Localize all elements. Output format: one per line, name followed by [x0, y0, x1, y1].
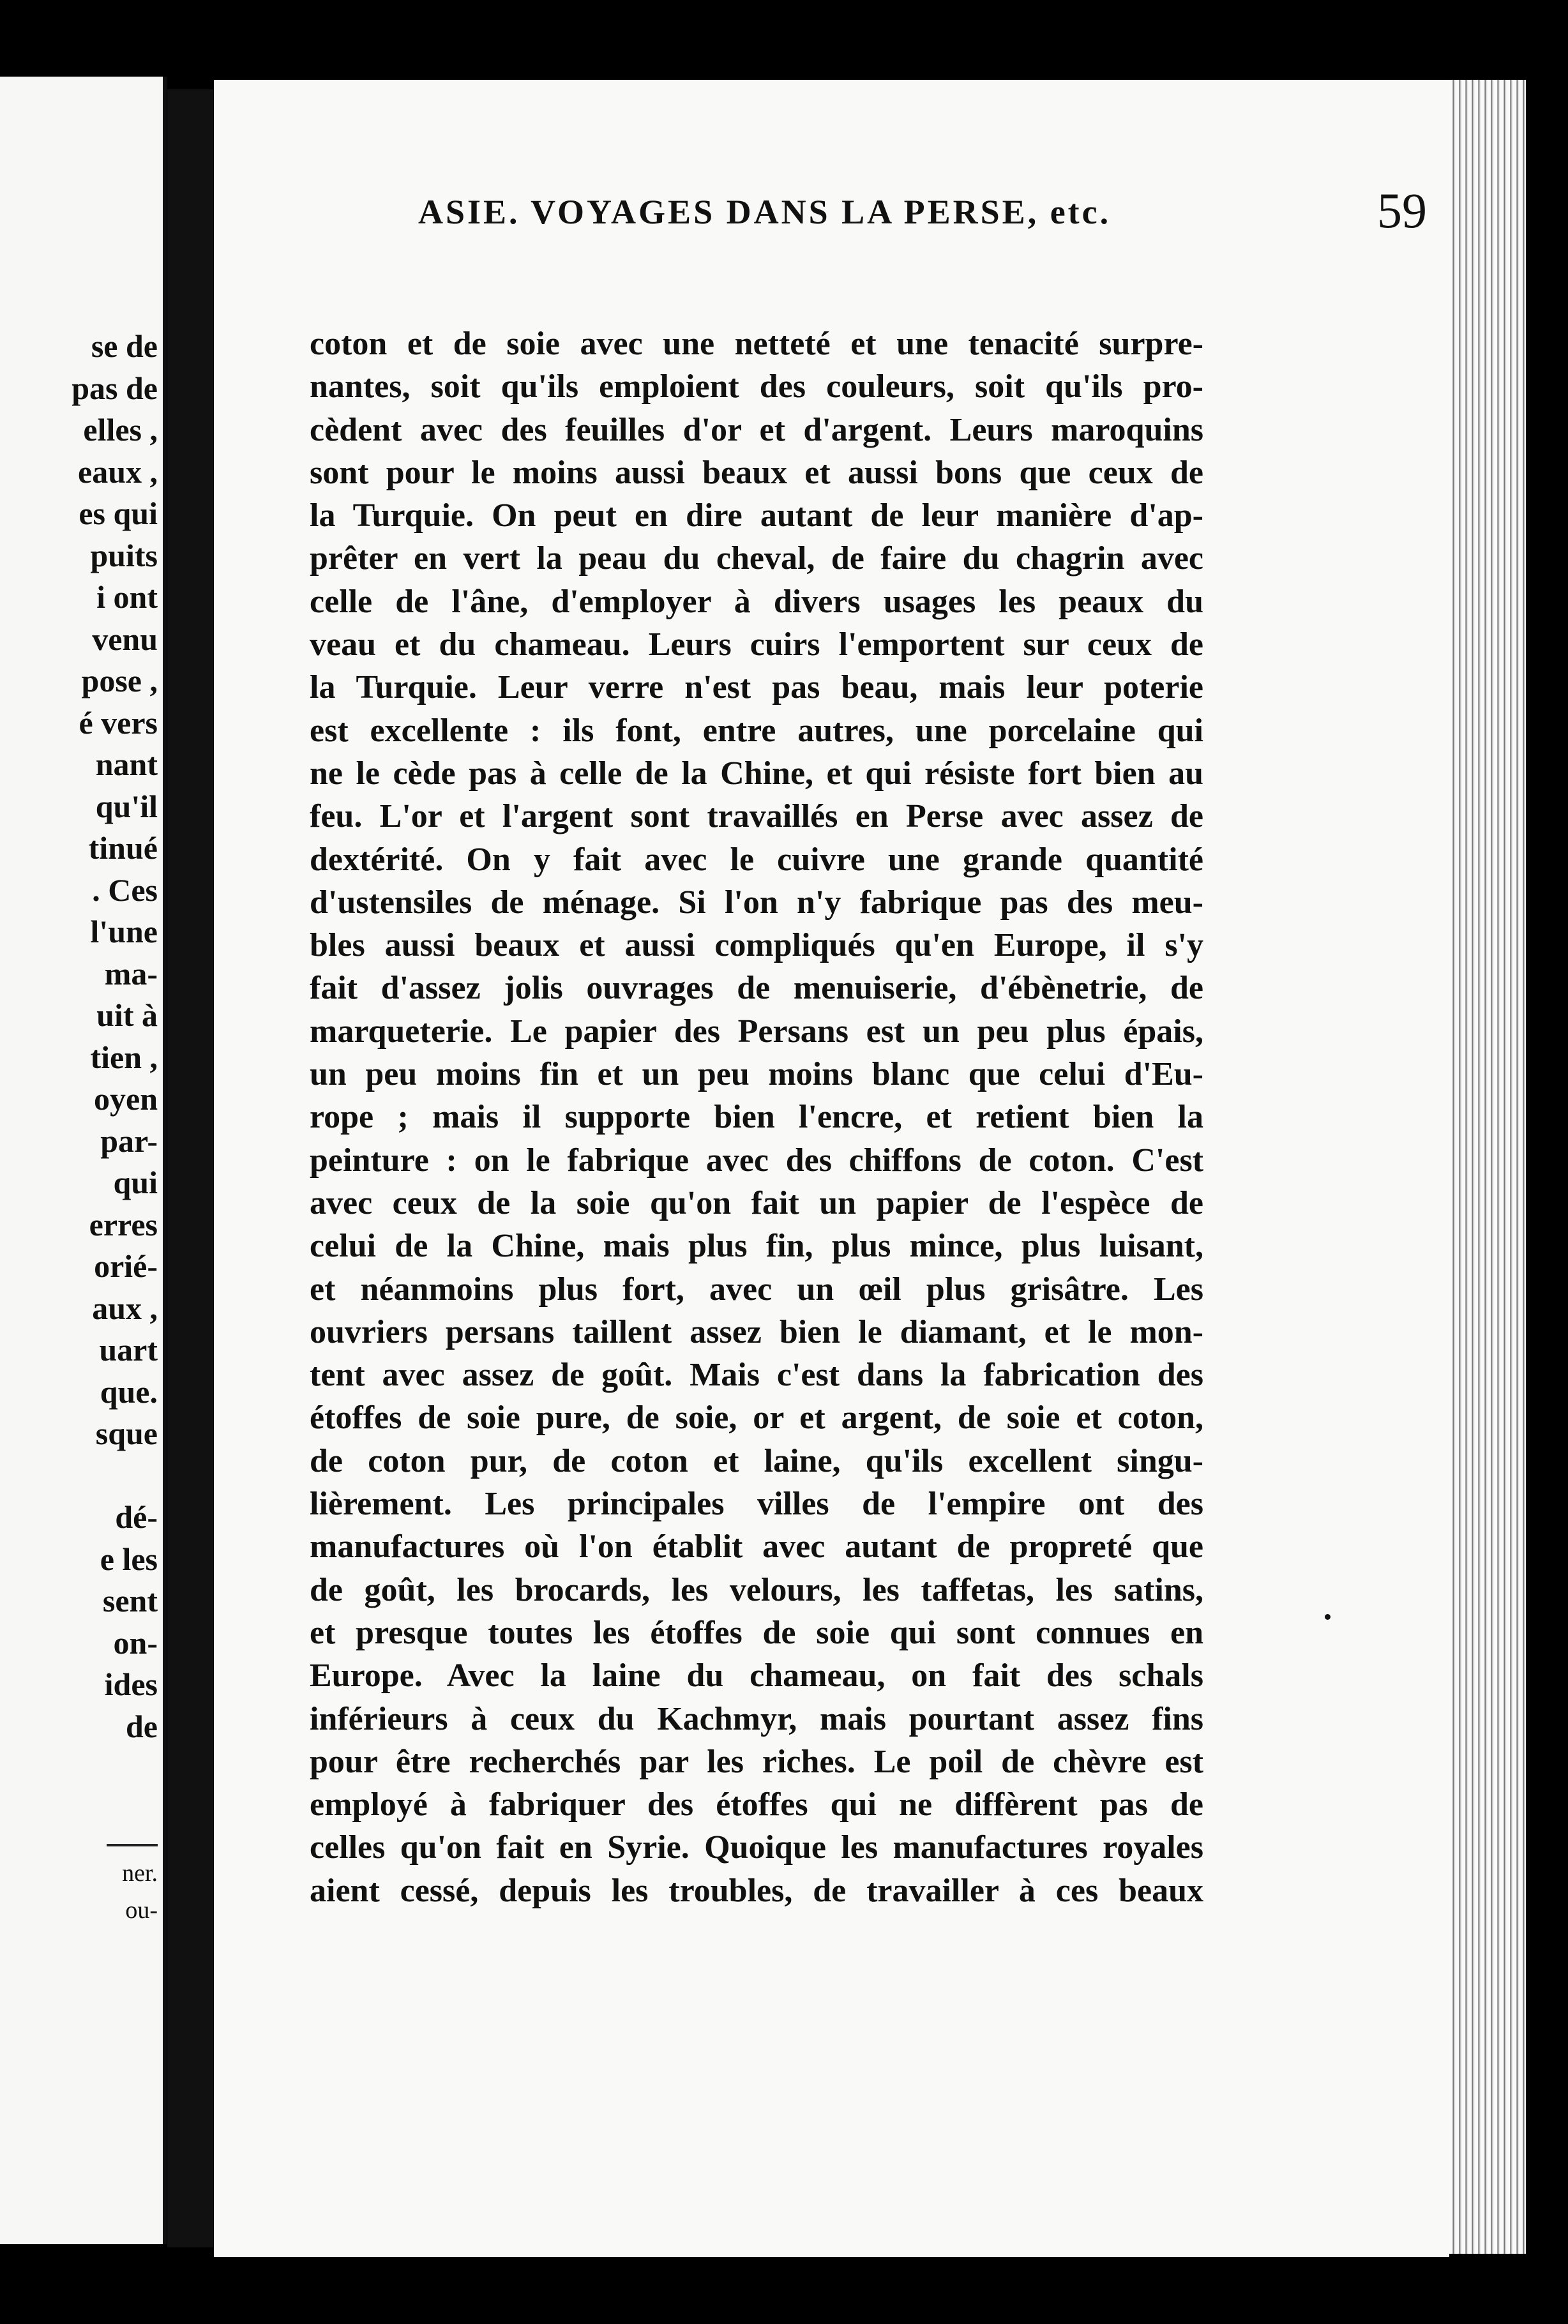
- body-line: et presque toutes les étoffes de soie qui sont connues en: [310, 1614, 1203, 1651]
- body-line: lièrement. Les principales villes de l'empire ont des: [310, 1486, 1203, 1523]
- body-line: manufactures où l'on établit avec autant de propreté que: [310, 1528, 1203, 1566]
- body-line: celui de la Chine, mais plus fin, plus mince, plus luisant,: [310, 1228, 1203, 1265]
- page-number: 59: [1377, 183, 1427, 238]
- running-head: ASIE. VOYAGES DANS LA PERSE, etc.: [418, 193, 1112, 231]
- body-line: la Turquie. On peut en dire autant de leur manière d'ap-: [310, 497, 1203, 534]
- body-line: celle de l'âne, d'employer à divers usages les peaux du: [310, 583, 1203, 620]
- body-line: ouvriers persans taillent assez bien le diamant, et le mon-: [310, 1313, 1203, 1350]
- body-line: aient cessé, depuis les troubles, de travailler à ces beaux: [310, 1872, 1203, 1909]
- body-line: étoffes de soie pure, de soie, or et argent, de soie et coton,: [310, 1400, 1203, 1437]
- left-page-line: que.: [100, 1373, 158, 1410]
- body-line: employé à fabriquer des étoffes qui ne diffèrent pas de: [310, 1786, 1203, 1823]
- left-footnote-line: ou-: [125, 1897, 158, 1924]
- body-line: celles qu'on fait en Syrie. Quoique les manufactures royales: [310, 1829, 1203, 1866]
- left-page-line: [4, 1455, 158, 1497]
- left-page-text: [4, 326, 158, 1747]
- left-page-line: dé-: [115, 1499, 158, 1535]
- body-line: veau et du chameau. Leurs cuirs l'emportent sur ceux de: [310, 626, 1203, 663]
- body-line: coton et de soie avec une netteté et une tenacité surpre-: [310, 326, 1203, 362]
- body-line: d'ustensiles de ménage. Si l'on n'y fabrique pas des meu-: [310, 884, 1203, 921]
- left-page-line: aux ,: [92, 1290, 158, 1326]
- body-line: de goût, les brocards, les velours, les taffetas, les satins,: [310, 1571, 1203, 1608]
- body-line: est excellente : ils font, entre autres, une porcelaine qui: [310, 712, 1203, 749]
- left-page-line: pose ,: [81, 663, 158, 698]
- body-line: fait d'assez jolis ouvrages de menuiserie, d'ébènetrie, de: [310, 970, 1203, 1007]
- body-line: un peu moins fin et un peu moins blanc que celui d'Eu-: [310, 1056, 1203, 1093]
- body-line: la Turquie. Leur verre n'est pas beau, mais leur poterie: [310, 669, 1203, 706]
- body-line: pour être recherchés par les riches. Le poil de chèvre est: [310, 1743, 1203, 1780]
- left-page-line: ides: [104, 1666, 158, 1702]
- left-page-line: nant: [95, 746, 158, 782]
- body-line: de coton pur, de coton et laine, qu'ils excellent singu-: [310, 1442, 1203, 1479]
- body-line: dextérité. On y fait avec le cuivre une grande quantité: [310, 841, 1203, 878]
- left-page-line: l'une: [90, 914, 158, 949]
- left-page-line: i ont: [96, 579, 158, 615]
- left-page-line: orié-: [94, 1248, 158, 1284]
- body-line: cèdent avec des feuilles d'or et d'argent. Leurs maroquins: [310, 411, 1203, 448]
- left-footnote-line: ner.: [122, 1860, 158, 1887]
- left-page-line: ma-: [104, 955, 158, 992]
- body-line: feu. L'or et l'argent sont travaillés en Perse avec assez de: [310, 798, 1203, 835]
- page-header: [418, 182, 1427, 246]
- body-line: avec ceux de la soie qu'on fait un papier de l'espèce de: [310, 1184, 1203, 1221]
- left-page-line: tinué: [88, 830, 158, 866]
- page-edges: [1449, 80, 1526, 2254]
- left-page-line: sent: [102, 1583, 158, 1618]
- left-page-line: venu: [92, 621, 158, 657]
- body-line: peinture : on le fabrique avec des chiffons de coton. C'est: [310, 1142, 1203, 1179]
- left-page-line: tien ,: [90, 1039, 158, 1075]
- left-page-line: erres: [89, 1206, 158, 1242]
- body-line: sont pour le moins aussi beaux et aussi bons que ceux de: [310, 454, 1203, 491]
- body-line: marqueterie. Le papier des Persans est un peu plus épais,: [310, 1013, 1203, 1050]
- left-page-line: . Ces: [92, 871, 158, 908]
- left-page-line: oyen: [94, 1081, 158, 1117]
- body-line: nantes, soit qu'ils emploient des couleurs, soit qu'ils pro-: [310, 368, 1203, 405]
- body-line: ne le cède pas à celle de la Chine, et qui résiste fort bien au: [310, 755, 1203, 792]
- left-page-line: qu'il: [95, 788, 158, 824]
- left-page-line: uart: [99, 1332, 158, 1368]
- book-gutter: [167, 89, 213, 2247]
- left-page-line: eaux ,: [78, 453, 158, 490]
- left-facing-page: [0, 77, 167, 2244]
- body-line: tent avec assez de goût. Mais c'est dans la fabrication des: [310, 1357, 1203, 1394]
- left-page-line: es qui: [79, 495, 158, 531]
- left-page-footnote: [30, 1855, 158, 1929]
- left-page-line: qui: [113, 1165, 158, 1200]
- left-page-line: par-: [100, 1122, 158, 1159]
- body-line: inférieurs à ceux du Kachmyr, mais pourtant assez fins: [310, 1700, 1203, 1737]
- left-page-line: e les: [100, 1541, 158, 1577]
- left-page-line: on-: [113, 1624, 158, 1661]
- left-page-line: elles ,: [83, 412, 158, 448]
- left-page-line: de: [126, 1708, 158, 1744]
- left-page-line: uit à: [96, 997, 158, 1033]
- footnote-rule: [107, 1844, 158, 1846]
- body-line: prêter en vert la peau du cheval, de faire du chagrin avec: [310, 540, 1203, 577]
- body-text: [310, 322, 1203, 1912]
- body-line: et néanmoins plus fort, avec un œil plus grisâtre. Les: [310, 1271, 1203, 1308]
- left-page-line: é vers: [79, 704, 158, 741]
- stray-mark: [1325, 1614, 1331, 1620]
- left-page-line: pas de: [72, 370, 158, 406]
- left-page-line: sque: [95, 1415, 158, 1451]
- body-line: Europe. Avec la laine du chameau, on fait des schals: [310, 1657, 1203, 1694]
- body-line: bles aussi beaux et aussi compliqués qu'en Europe, il s'y: [310, 927, 1203, 964]
- left-page-line: puits: [90, 537, 158, 573]
- body-line: rope ; mais il supporte bien l'encre, et retient bien la: [310, 1099, 1203, 1136]
- left-page-line: se de: [91, 328, 158, 364]
